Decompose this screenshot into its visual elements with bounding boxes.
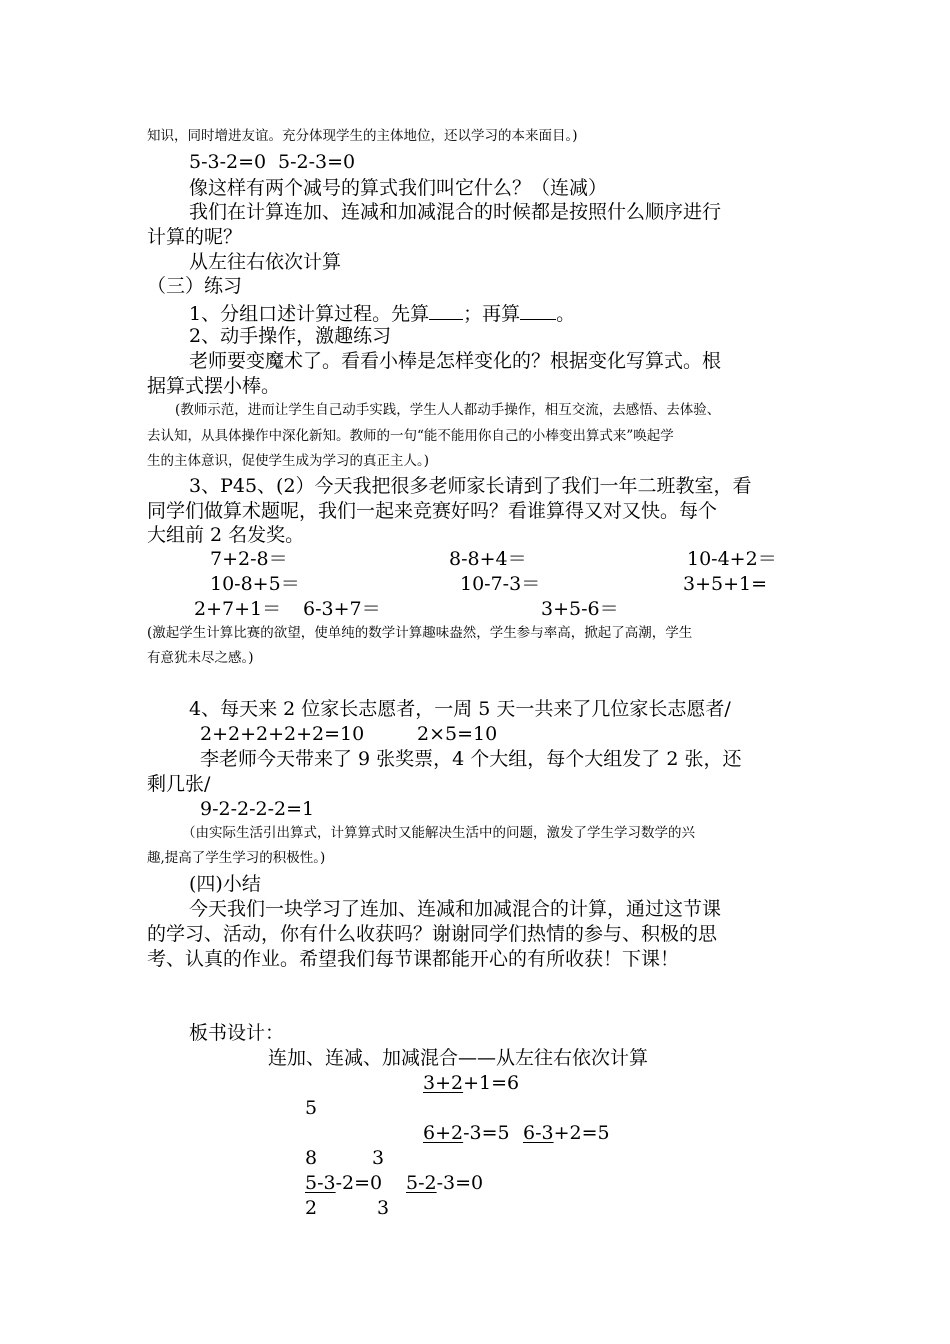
- note-line: 生的主体意识，促使学生成为学习的真正主人。): [147, 453, 430, 469]
- board-number: 2: [305, 1197, 318, 1219]
- text-line: 知识，同时增进友谊。充分体现学生的主体地位，还以学习的本来面目。): [147, 128, 578, 144]
- exercise-text: 1、分组口述计算过程。先算: [189, 303, 430, 325]
- text-line: 大组前 2 名发奖。: [147, 524, 305, 546]
- equation: 5-3-2=0: [189, 151, 267, 173]
- equation: 2+7+1＝: [194, 598, 282, 620]
- equation: 10-7-3＝: [460, 573, 541, 595]
- text-line: 计算的呢？: [147, 226, 243, 248]
- equation: 10-4+2＝: [687, 548, 777, 570]
- answer-blank: [429, 302, 463, 320]
- text-line: 4、每天来 2 位家长志愿者，一周 5 天一共来了几位家长志愿者/: [189, 698, 731, 720]
- board-equation: [305, 1174, 382, 1193]
- equation: 3+5-6＝: [541, 598, 619, 620]
- answer-blank: [520, 302, 556, 320]
- board-equation: [423, 1074, 519, 1093]
- note-line: (激起学生计算比赛的欲望，使单纯的数学计算趣味盎然，学生参与率高，掀起了高潮，学生: [147, 625, 693, 641]
- text-line: 3、P45、(2）今天我把很多老师家长请到了我们一年二班教室，看: [189, 475, 752, 497]
- underlined-part: 6-3: [523, 1122, 554, 1144]
- equation-rest: -3=0: [436, 1172, 484, 1194]
- equation: 2×5=10: [417, 723, 498, 745]
- board-number: 8: [305, 1147, 318, 1169]
- board-number: 3: [377, 1197, 390, 1219]
- equation: 5-2-3=0: [278, 151, 356, 173]
- section-heading: (四)小结: [189, 873, 261, 895]
- text-line: 的学习、活动，你有什么收获吗？谢谢同学们热情的参与、积极的思: [147, 923, 718, 945]
- text-line: 李老师今天带来了 9 张奖票，4 个大组，每个大组发了 2 张，还: [200, 748, 742, 770]
- text-line: 2、动手操作，激趣练习: [189, 325, 392, 347]
- text-line: 据算式摆小棒。: [147, 375, 281, 397]
- text-line: 从左往右依次计算: [189, 251, 342, 273]
- board-equation: [406, 1174, 483, 1193]
- equation: 7+2-8＝: [210, 548, 288, 570]
- text-line: 像这样有两个减号的算式我们叫它什么？（连减）: [189, 177, 608, 199]
- equation: 8-8+4＝: [449, 548, 527, 570]
- text-line: 剩几张/: [147, 773, 211, 795]
- equation: 9-2-2-2-2=1: [200, 798, 315, 820]
- exercise-text: ；再算: [463, 303, 521, 325]
- board-equation: [523, 1124, 610, 1143]
- text-line: 同学们做算术题呢，我们一起来竞赛好吗？看谁算得又对又快。每个: [147, 500, 718, 522]
- text-line: 考、认真的作业。希望我们每节课都能开心的有所收获！下课！: [147, 948, 680, 970]
- equation: 6-3+7＝: [303, 598, 381, 620]
- text-line: 老师要变魔术了。看看小棒是怎样变化的？根据变化写算式。根: [189, 350, 722, 372]
- underlined-part: 5-2: [406, 1172, 437, 1194]
- equation-rest: +2=5: [553, 1122, 610, 1144]
- underlined-part: 3+2: [423, 1072, 464, 1094]
- board-title: 连加、连减、加减混合——从左往右依次计算: [268, 1047, 649, 1069]
- underlined-part: 5-3: [305, 1172, 336, 1194]
- equation-rest: +1=6: [463, 1072, 520, 1094]
- equation: 10-8+5＝: [210, 573, 300, 595]
- equation-rest: -3=5: [463, 1122, 510, 1144]
- equation-rest: -2=0: [335, 1172, 383, 1194]
- note-line: (教师示范，进而让学生自己动手实践，学生人人都动手操作，相互交流，去感悟、去体验、: [175, 402, 721, 418]
- section-heading: （三）练习: [147, 275, 243, 297]
- underlined-part: 6+2: [423, 1122, 464, 1144]
- note-line: 趣,提高了学生学习的积极性。): [147, 850, 326, 866]
- exercise-line: [189, 302, 575, 324]
- board-number: 3: [372, 1147, 385, 1169]
- note-line: （由实际生活引出算式，计算算式时又能解决生活中的问题，激发了学生学习数学的兴: [182, 825, 695, 841]
- text-line: 我们在计算连加、连减和加减混合的时候都是按照什么顺序进行: [189, 201, 722, 223]
- board-heading: 板书设计：: [189, 1022, 285, 1044]
- equation: 3+5+1=: [683, 573, 768, 595]
- equation: 2+2+2+2+2=10: [200, 723, 365, 745]
- exercise-text: 。: [556, 303, 576, 325]
- board-number: 5: [305, 1097, 318, 1119]
- text-line: 今天我们一块学习了连加、连减和加减混合的计算，通过这节课: [189, 898, 722, 920]
- note-line: 有意犹未尽之感。): [147, 650, 254, 666]
- board-equation: [423, 1124, 510, 1143]
- note-line: 去认知，从具体操作中深化新知。教师的一句“能不能用你自己的小棒变出算式来”唤起学: [147, 428, 674, 444]
